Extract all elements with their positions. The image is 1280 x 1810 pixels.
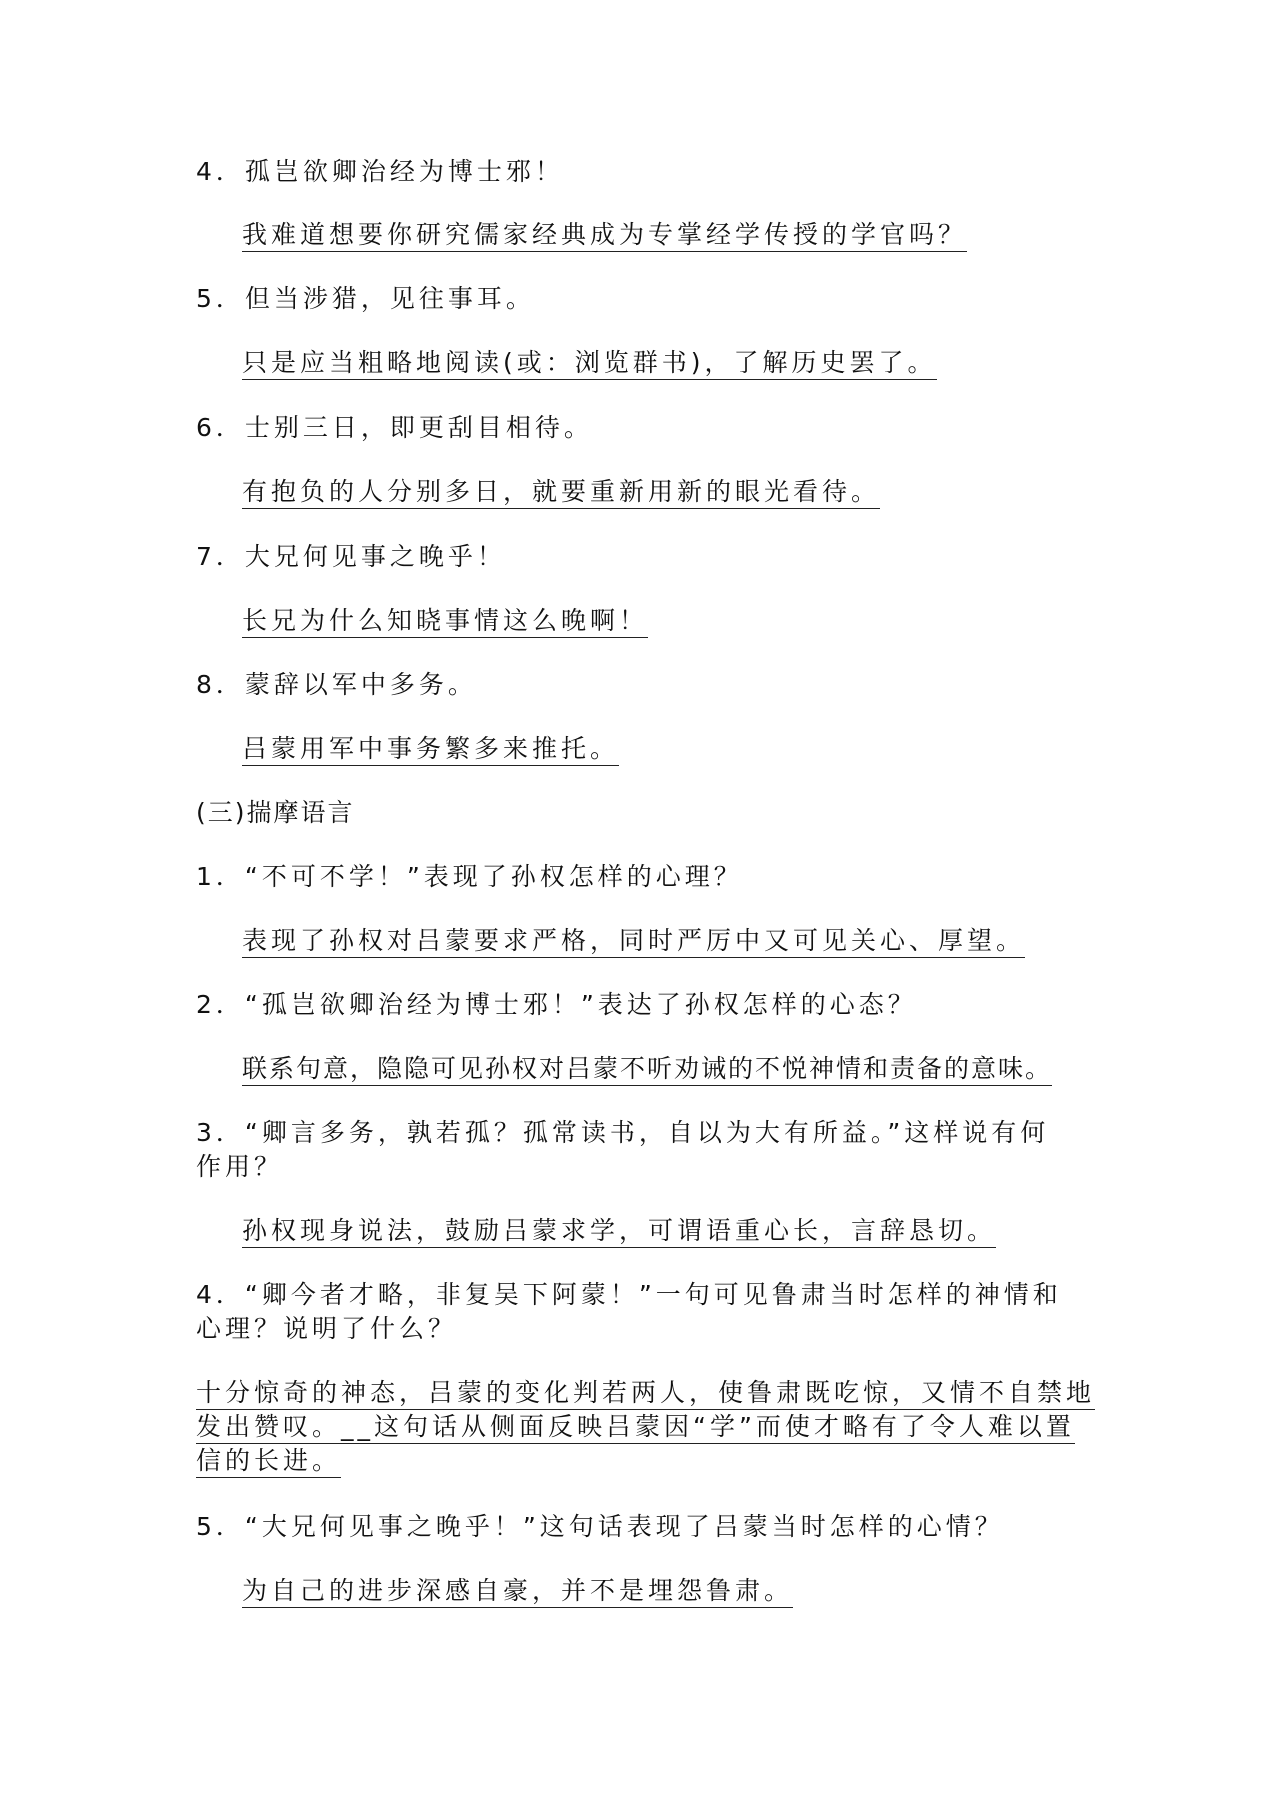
- item-5-answer: [242, 346, 937, 380]
- question-4-line-2: 心理？说明了什么？: [196, 1314, 458, 1343]
- answer-2: [242, 1052, 1052, 1086]
- item-7-answer-text: 长兄为什么知晓事情这么晚啊！: [242, 606, 648, 638]
- item-4-question: 4．孤岂欲卿治经为博士邪！: [196, 157, 564, 186]
- question-2: 2．“孤岂欲卿治经为博士邪！”表达了孙权怎样的心态？: [196, 990, 917, 1019]
- answer-4-line-1: [196, 1376, 1095, 1410]
- answer-4-line-3-text: 信的长进。: [196, 1446, 341, 1478]
- item-4-answer: [242, 218, 967, 252]
- answer-4-line-3: [196, 1444, 341, 1478]
- item-8-answer: [242, 732, 619, 766]
- item-6-answer: [242, 475, 880, 509]
- answer-1: [242, 924, 1025, 958]
- answer-4-line-2: [196, 1410, 1075, 1444]
- question-4-line-1: 4．“卿今者才略，非复吴下阿蒙！”一句可见鲁肃当时怎样的神情和: [196, 1280, 1062, 1309]
- item-6-answer-text: 有抱负的人分别多日，就要重新用新的眼光看待。: [242, 477, 880, 509]
- answer-5-text: 为自己的进步深感自豪，并不是埋怨鲁肃。: [242, 1576, 793, 1608]
- answer-4-line-2-text: 发出赞叹。__这句话从侧面反映吕蒙因“学”而使才略有了令人难以置: [196, 1412, 1075, 1444]
- item-5-question: 5．但当涉猎，见往事耳。: [196, 284, 535, 313]
- question-5: 5．“大兄何见事之晚乎！”这句话表现了吕蒙当时怎样的心情？: [196, 1512, 1004, 1541]
- answer-1-text: 表现了孙权对吕蒙要求严格，同时严厉中又可见关心、厚望。: [242, 926, 1025, 958]
- answer-4-line-1-text: 十分惊奇的神态，吕蒙的变化判若两人，使鲁肃既吃惊，又情不自禁地: [196, 1378, 1095, 1410]
- answer-3: [242, 1214, 996, 1248]
- item-8-answer-text: 吕蒙用军中事务繁多来推托。: [242, 734, 619, 766]
- item-5-answer-text: 只是应当粗略地阅读(或：浏览群书)，了解历史罢了。: [242, 348, 937, 380]
- answer-3-text: 孙权现身说法，鼓励吕蒙求学，可谓语重心长，言辞恳切。: [242, 1216, 996, 1248]
- section-heading: (三)揣摩语言: [196, 798, 355, 827]
- question-1: 1．“不可不学！”表现了孙权怎样的心理？: [196, 862, 743, 891]
- question-3-line-2: 作用？: [196, 1152, 284, 1181]
- answer-5: [242, 1574, 793, 1608]
- item-7-question: 7．大兄何见事之晚乎！: [196, 542, 506, 571]
- item-7-answer: [242, 604, 648, 638]
- item-6-question: 6．士别三日，即更刮目相待。: [196, 413, 593, 442]
- item-8-question: 8．蒙辞以军中多务。: [196, 670, 477, 699]
- answer-2-text: 联系句意，隐隐可见孙权对吕蒙不听劝诫的不悦神情和责备的意味。: [242, 1054, 1052, 1086]
- question-3-line-1: 3．“卿言多务，孰若孤？孤常读书，自以为大有所益。”这样说有何: [196, 1118, 1050, 1147]
- item-4-answer-text: 我难道想要你研究儒家经典成为专掌经学传授的学官吗？: [242, 220, 967, 252]
